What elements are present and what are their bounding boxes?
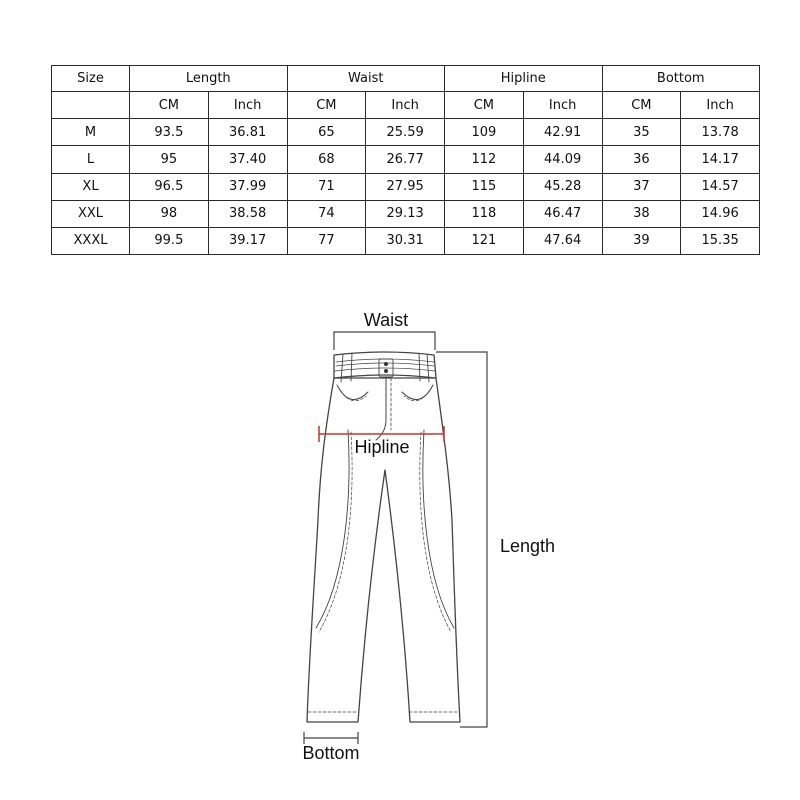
value-cell: 39.17: [208, 227, 287, 254]
value-cell: 13.78: [681, 119, 760, 146]
unit-cell: CM: [287, 92, 366, 119]
value-cell: 27.95: [366, 173, 445, 200]
value-cell: 121: [445, 227, 524, 254]
size-cell: M: [52, 119, 130, 146]
value-cell: 25.59: [366, 119, 445, 146]
size-cell: XXL: [52, 200, 130, 227]
value-cell: 14.17: [681, 146, 760, 173]
unit-cell: Inch: [681, 92, 760, 119]
value-cell: 37.99: [208, 173, 287, 200]
value-cell: 46.47: [523, 200, 602, 227]
value-cell: 38.58: [208, 200, 287, 227]
value-cell: 77: [287, 227, 366, 254]
size-cell: XL: [52, 173, 130, 200]
value-cell: 14.96: [681, 200, 760, 227]
value-cell: 39: [602, 227, 681, 254]
value-cell: 15.35: [681, 227, 760, 254]
value-cell: 109: [445, 119, 524, 146]
value-cell: 95: [130, 146, 209, 173]
header-size: Size: [52, 66, 130, 92]
value-cell: 118: [445, 200, 524, 227]
value-cell: 47.64: [523, 227, 602, 254]
unit-cell: CM: [445, 92, 524, 119]
size-cell: L: [52, 146, 130, 173]
waist-label: Waist: [363, 310, 409, 330]
header-bottom: Bottom: [602, 66, 760, 92]
header-waist: Waist: [287, 66, 445, 92]
value-cell: 44.09: [523, 146, 602, 173]
value-cell: 38: [602, 200, 681, 227]
unit-cell: Inch: [366, 92, 445, 119]
value-cell: 29.13: [366, 200, 445, 227]
value-cell: 112: [445, 146, 524, 173]
length-label: Length: [500, 536, 556, 556]
value-cell: 30.31: [366, 227, 445, 254]
value-cell: 74: [287, 200, 366, 227]
value-cell: 93.5: [130, 119, 209, 146]
value-cell: 98: [130, 200, 209, 227]
value-cell: 36: [602, 146, 681, 173]
pants-illustration: [307, 352, 460, 722]
header-length: Length: [130, 66, 288, 92]
value-cell: 68: [287, 146, 366, 173]
value-cell: 96.5: [130, 173, 209, 200]
size-cell: XXXL: [52, 227, 130, 254]
value-cell: 37: [602, 173, 681, 200]
waist-measure-line: [334, 332, 435, 350]
value-cell: 99.5: [130, 227, 209, 254]
hipline-label: Hipline: [354, 437, 410, 457]
value-cell: 115: [445, 173, 524, 200]
value-cell: 37.40: [208, 146, 287, 173]
value-cell: 71: [287, 173, 366, 200]
unit-cell: CM: [602, 92, 681, 119]
value-cell: 36.81: [208, 119, 287, 146]
header-hipline: Hipline: [445, 66, 603, 92]
length-measure-line: [436, 352, 487, 727]
value-cell: 26.77: [366, 146, 445, 173]
bottom-label: Bottom: [302, 743, 360, 763]
value-cell: 42.91: [523, 119, 602, 146]
unit-cell: Inch: [208, 92, 287, 119]
value-cell: 45.28: [523, 173, 602, 200]
value-cell: 65: [287, 119, 366, 146]
unit-cell: Inch: [523, 92, 602, 119]
unit-cell: CM: [130, 92, 209, 119]
value-cell: 35: [602, 119, 681, 146]
value-cell: 14.57: [681, 173, 760, 200]
